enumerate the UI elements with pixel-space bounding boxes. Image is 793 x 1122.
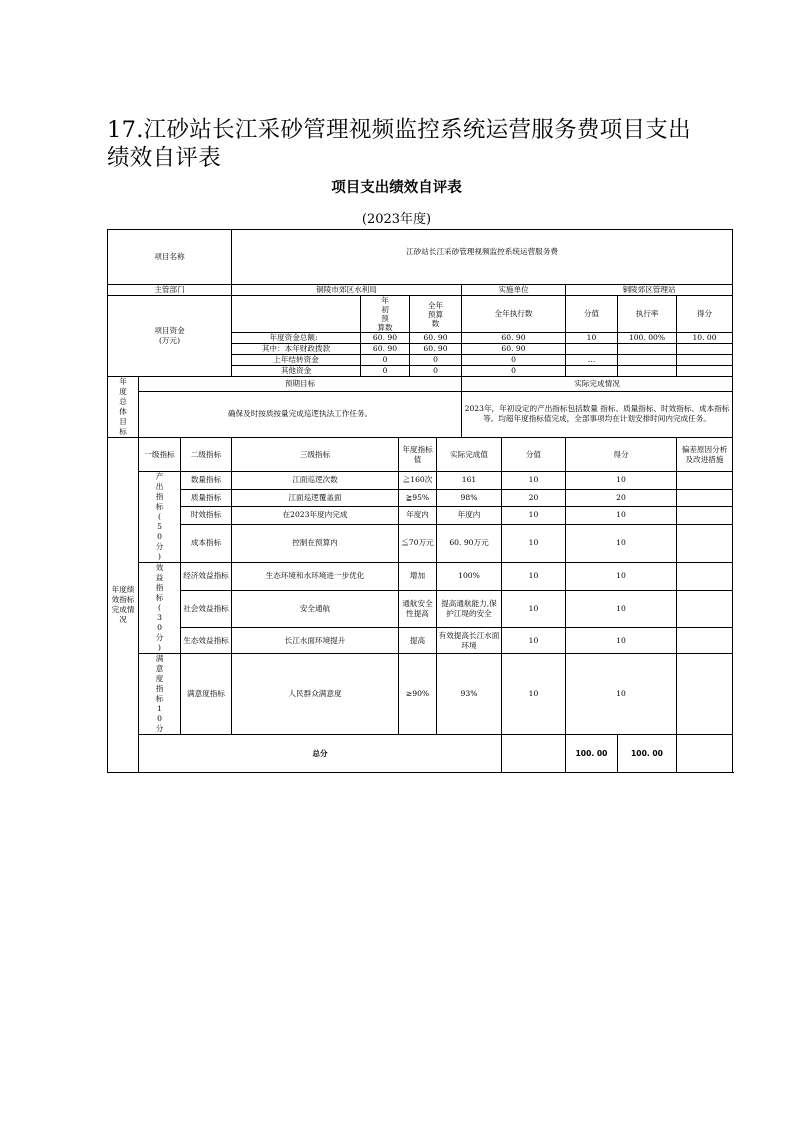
perf-target: 通航安全性提高: [399, 590, 437, 628]
funds-row-rate: 100. 00%: [618, 333, 677, 344]
funds-row-exec: 0: [462, 366, 566, 377]
table-title: 项目支出绩效自评表: [331, 180, 462, 196]
funds-row-name: 年度资金总额:: [232, 333, 361, 344]
funds-header-exec: 全年执行数: [462, 296, 566, 333]
perf-header-dev: 偏差原因分析及改进措施: [677, 438, 733, 472]
funds-row-initial: 60. 90: [361, 333, 410, 344]
perf-target: 提高: [399, 628, 437, 654]
perf-header-target: 年度指标值: [399, 438, 437, 472]
perf-target: ≧95%: [399, 489, 437, 507]
perf-actual: 年度内: [437, 507, 502, 525]
funds-header-got: 得分: [677, 296, 733, 333]
perf-actual: 提高通航能力,保护江堤的安全: [437, 590, 502, 628]
perf-label: 年度绩效指标完成情况: [108, 438, 139, 773]
perf-l2: 质量指标: [181, 489, 232, 507]
satisfaction-indicator-label: 满 意 度 指 标 1 0 分: [139, 654, 181, 735]
funds-row-full: 60. 90: [410, 344, 462, 355]
goal-header-row: [108, 377, 733, 392]
perf-score: 20: [502, 489, 566, 507]
perf-got: 20: [566, 489, 677, 507]
perf-got: 10: [566, 590, 677, 628]
total-row: [108, 735, 733, 773]
goal-expected-label: 预期目标: [139, 377, 462, 392]
perf-dev: [677, 507, 733, 525]
perf-actual: 100%: [437, 563, 502, 591]
funds-row-name: 其中：本年财政拨款: [232, 344, 361, 355]
goal-content-row: [108, 391, 733, 437]
perf-score: 10: [502, 524, 566, 562]
fiscal-year: (2023年度): [361, 212, 432, 227]
funds-row-full: 60. 90: [410, 333, 462, 344]
goal-actual: 2023年，年初设定的产出指标包括数量 指标、质量指标、时效指标、成本指标 等。均超年度指标值完成，全部事项均在计划安排时间内完成任务。: [462, 391, 733, 437]
perf-actual: 161: [437, 472, 502, 490]
funds-row-initial: 0: [361, 366, 410, 377]
perf-dev: [677, 654, 733, 735]
perf-score: 10: [502, 563, 566, 591]
perf-row: [108, 563, 733, 591]
funds-header-full: 全年 预算 数: [410, 296, 462, 333]
goal-actual-label: 实际完成情况: [462, 377, 733, 392]
perf-score: 10: [502, 507, 566, 525]
perf-target: ≥90%: [399, 654, 437, 735]
perf-l3: 江面巡逻次数: [232, 472, 399, 490]
funds-row-score: [566, 366, 618, 377]
funds-row-name: 其他资金: [232, 366, 361, 377]
funds-row-exec: 0: [462, 355, 566, 366]
perf-actual: 60. 90万元: [437, 524, 502, 562]
funds-header-blank: [232, 296, 361, 333]
funds-row-score: …: [566, 355, 618, 366]
funds-row-full: 0: [410, 355, 462, 366]
perf-score: 10: [502, 472, 566, 490]
perf-score: 10: [502, 628, 566, 654]
total-score: 100. 00: [566, 735, 618, 773]
perf-dev: [677, 472, 733, 490]
perf-dev: [677, 524, 733, 562]
perf-l2: 时效指标: [181, 507, 232, 525]
benefit-indicator-label: 效 益 指 标 ( 3 0 分 ): [139, 563, 181, 654]
perf-header-l3: 三级指标: [232, 438, 399, 472]
perf-target: ≦70万元: [399, 524, 437, 562]
perf-l3: 安全通航: [232, 590, 399, 628]
project-name-row: [108, 230, 733, 285]
funds-row-name: 上年结转资金: [232, 355, 361, 366]
funds-row-rate: [618, 366, 677, 377]
perf-got: 10: [566, 524, 677, 562]
funds-row-got: [677, 344, 733, 355]
impl-unit-value: 铜陵郊区管理站: [566, 285, 733, 296]
perf-dev: [677, 628, 733, 654]
perf-header-l2: 二级指标: [181, 438, 232, 472]
funds-row-got: 10. 00: [677, 333, 733, 344]
perf-row: [108, 628, 733, 654]
performance-table: [107, 229, 733, 773]
perf-l2: 社会效益指标: [181, 590, 232, 628]
perf-dev: [677, 590, 733, 628]
perf-header-l1: 一级指标: [139, 438, 181, 472]
perf-got: 10: [566, 628, 677, 654]
funds-row-got: [677, 366, 733, 377]
perf-got: 10: [566, 654, 677, 735]
perf-got: 10: [566, 563, 677, 591]
perf-score: 10: [502, 654, 566, 735]
funds-row-score: [566, 344, 618, 355]
perf-target: 增加: [399, 563, 437, 591]
perf-actual: 98%: [437, 489, 502, 507]
perf-l3: 江面巡逻覆盖面: [232, 489, 399, 507]
perf-l2: 满意度指标: [181, 654, 232, 735]
perf-target: 年度内: [399, 507, 437, 525]
funds-header-row: [108, 296, 733, 333]
funds-header-rate: 执行率: [618, 296, 677, 333]
project-name-label: 项目名称: [108, 230, 232, 285]
perf-target: ≧160次: [399, 472, 437, 490]
page-heading: 17.江砂站长江采砂管理视频监控系统运营服务费项目支出绩效自评表: [107, 117, 691, 171]
perf-row: [108, 524, 733, 562]
perf-l2: 经济效益指标: [181, 563, 232, 591]
perf-l3: 长江水面环境提升: [232, 628, 399, 654]
perf-score: 10: [502, 590, 566, 628]
perf-row: [108, 489, 733, 507]
perf-l3: 在2023年度内完成: [232, 507, 399, 525]
total-dev: [677, 735, 733, 773]
perf-dev: [677, 489, 733, 507]
perf-actual: 有效提高长江水面环境: [437, 628, 502, 654]
perf-header-score: 分值: [502, 438, 566, 472]
perf-l2: 成本指标: [181, 524, 232, 562]
perf-row: [108, 654, 733, 735]
department-row: [108, 285, 733, 296]
perf-l3: 生态环境和水环境进一步优化: [232, 563, 399, 591]
total-got: 100. 00: [618, 735, 677, 773]
funds-header-initial: 年 初 预 算数: [361, 296, 410, 333]
dept-label: 主管部门: [108, 285, 232, 296]
perf-l3: 人民群众满意度: [232, 654, 399, 735]
total-spacer: [502, 735, 566, 773]
perf-header-got: 得分: [566, 438, 677, 472]
funds-row-rate: [618, 344, 677, 355]
perf-got: 10: [566, 507, 677, 525]
goal-expected: 确保及时按质按量完成巡逻执法工作任务。: [139, 391, 462, 437]
project-name-value: 江砂站长江采砂管理视频监控系统运营服务费: [232, 230, 733, 285]
impl-unit-label: 实施单位: [462, 285, 566, 296]
perf-got: 10: [566, 472, 677, 490]
goal-label: 年 度 总 体 目 标: [108, 377, 139, 438]
funds-row-exec: 60. 90: [462, 333, 566, 344]
perf-l2: 数量指标: [181, 472, 232, 490]
output-indicator-label: 产 出 指 标 ( 5 0 分 ): [139, 472, 181, 563]
funds-row-got: [677, 355, 733, 366]
perf-row: [108, 590, 733, 628]
funds-row-score: 10: [566, 333, 618, 344]
perf-row: [108, 507, 733, 525]
perf-header-actual: 实际完成值: [437, 438, 502, 472]
total-label: 总分: [139, 735, 502, 773]
perf-l2: 生态效益指标: [181, 628, 232, 654]
funds-row-initial: 0: [361, 355, 410, 366]
perf-actual: 93%: [437, 654, 502, 735]
perf-dev: [677, 563, 733, 591]
funds-row-full: 0: [410, 366, 462, 377]
perf-row: [108, 472, 733, 490]
funds-row-rate: [618, 355, 677, 366]
perf-header-row: [108, 438, 733, 472]
funds-row-initial: 60. 90: [361, 344, 410, 355]
funds-label: 项目资金 (万元): [108, 296, 232, 377]
funds-row-exec: 60. 90: [462, 344, 566, 355]
perf-l3: 控制在预算内: [232, 524, 399, 562]
dept-value: 铜陵市郊区水利局: [232, 285, 462, 296]
funds-header-score: 分值: [566, 296, 618, 333]
